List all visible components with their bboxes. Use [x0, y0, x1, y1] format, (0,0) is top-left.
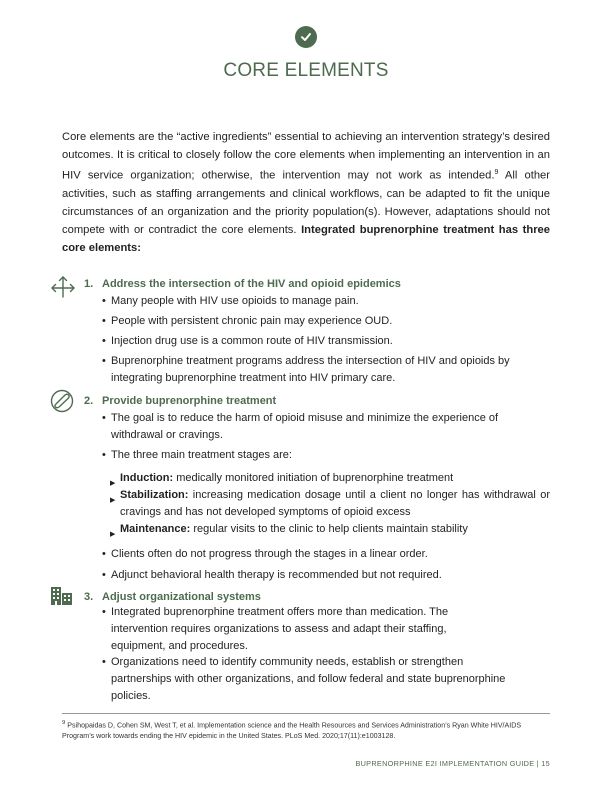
- list-item: • The goal is to reduce the harm of opioid misuse and minimize the experience of withdrawal or cravings.: [102, 412, 499, 441]
- list-item: • Clients often do not progress through the stages in a linear order.: [102, 548, 428, 560]
- page-number: 15: [541, 759, 550, 768]
- section-2-heading: 2. Provide buprenorphine treatment: [84, 395, 277, 407]
- buildings-icon: [50, 585, 74, 605]
- section-1-heading: 1. Address the intersection of the HIV and opioid epidemics: [84, 278, 401, 290]
- list-item: • Injection drug use is a common route of HIV transmission.: [102, 335, 393, 347]
- stage-item: ▶ Induction: medically monitored initiation of buprenorphine treatment: [110, 472, 454, 487]
- list-item: • Buprenorphine treatment programs address the intersection of HIV and opioids by integrating buprenorphine treatment into HIV primary care.: [102, 355, 510, 384]
- intersection-arrows-icon: [50, 275, 76, 299]
- list-item: • Adjunct behavioral health therapy is recommended but not required.: [102, 569, 442, 581]
- list-item: • Organizations need to identify community needs, establish or strengthen partnerships with other organizations, and follow federal and state buprenorphine policies.: [102, 656, 506, 702]
- pill-icon: [50, 389, 74, 413]
- footnote-reference[interactable]: 9: [494, 169, 499, 176]
- checkmark-circle-icon: [295, 26, 317, 48]
- page-footer: BUPRENORPHINE E2I IMPLEMENTATION GUIDE | 15: [355, 759, 550, 768]
- list-item: • Integrated buprenorphine treatment offers more than medication. The intervention requires organizations to assess and adapt their staffing, equipment, and procedures.: [102, 606, 449, 652]
- stage-item: ▶ Maintenance: regular visits to the clinic to help clients maintain stability: [110, 523, 468, 538]
- list-item: • Many people with HIV use opioids to manage pain.: [102, 295, 359, 307]
- page-title: CORE ELEMENTS: [223, 60, 389, 81]
- section-3-heading: 3. Adjust organizational systems: [84, 591, 261, 603]
- list-item: • The three main treatment stages are:: [102, 449, 292, 461]
- intro-paragraph: Core elements are the “active ingredients” essential to achieving an intervention strategy’s desired outcomes. It is critical to closely follow the core elements when implementing an intervention in an HIV service organization; otherwise, the intervention may not work as intended.$^9$ All other activities, such as staffing arrangements and clinical workflows, can be adapted to fit the unique circumstances of an organization and the priority population(s). However, adaptations should not compete with or contradict the core elements. Integrated buprenorphine treatment has three core elements:: [62, 131, 551, 254]
- footnote: $^9$ Psihopaidas D, Cohen SM, West T, et al. Implementation science and the Health Resources and Services Administration’s Ryan White HIV/AIDS Program’s work towards ending the HIV epidemic in the United States. PLoS Med. 2020;17(11):e1003128.: [62, 720, 522, 741]
- list-item: • People with persistent chronic pain may experience OUD.: [102, 315, 393, 327]
- footnote-divider: [62, 713, 550, 714]
- stage-item: ▶ Stabilization: increasing medication dosage until a client no longer has withdrawal or cravings and has not developed symptoms of opioid excess: [110, 489, 550, 518]
